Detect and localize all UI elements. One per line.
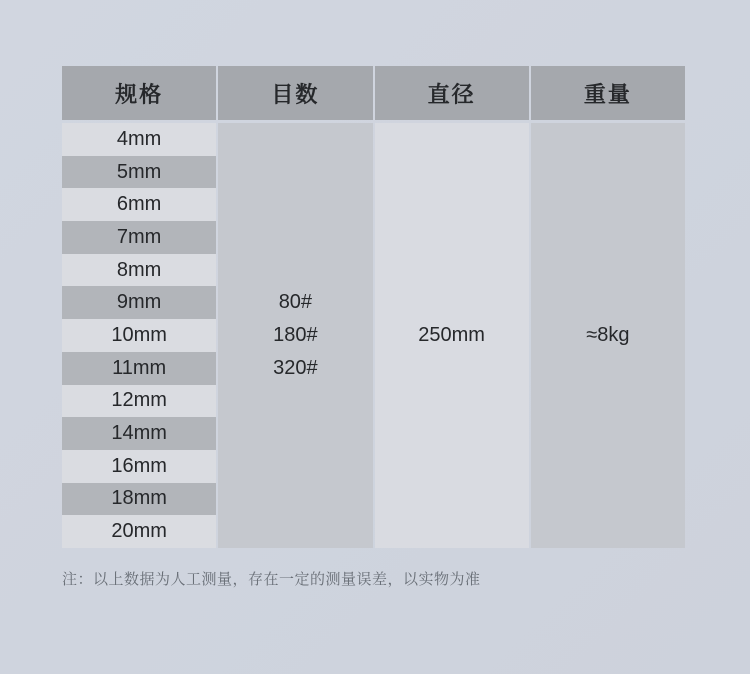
spec-cell: 8mm bbox=[62, 254, 216, 287]
mesh-column bbox=[218, 123, 372, 548]
mesh-value: 320# bbox=[273, 356, 318, 379]
spec-cell: 5mm bbox=[62, 156, 216, 189]
spec-cell: 7mm bbox=[62, 221, 216, 254]
spec-cell: 18mm bbox=[62, 483, 216, 516]
header-weight: 重量 bbox=[531, 66, 685, 120]
diameter-column bbox=[375, 123, 529, 548]
spec-cell: 4mm bbox=[62, 123, 216, 156]
spec-cell: 9mm bbox=[62, 286, 216, 319]
mesh-value: 180# bbox=[273, 324, 318, 347]
weight-value-cell: ≈8kg bbox=[586, 324, 630, 346]
header-mesh: 目数 bbox=[218, 66, 372, 120]
table-body bbox=[62, 123, 685, 548]
specification-table bbox=[62, 66, 685, 548]
spec-cell: 14mm bbox=[62, 417, 216, 450]
measurement-disclaimer-note: 注：以上数据为人工测量，存在一定的测量误差，以实物为准 bbox=[62, 571, 481, 588]
header-diameter: 直径 bbox=[375, 66, 529, 120]
spec-cell: 11mm bbox=[62, 352, 216, 385]
spec-cell: 16mm bbox=[62, 450, 216, 483]
spec-cell: 12mm bbox=[62, 385, 216, 418]
weight-column bbox=[531, 123, 685, 548]
spec-cell: 20mm bbox=[62, 515, 216, 548]
header-spec: 规格 bbox=[62, 66, 216, 120]
spec-column bbox=[62, 123, 216, 548]
mesh-value: 80# bbox=[278, 291, 313, 314]
diameter-value-cell: 250mm bbox=[418, 324, 485, 346]
table-header-row bbox=[62, 66, 685, 120]
spec-cell: 6mm bbox=[62, 188, 216, 221]
spec-cell: 10mm bbox=[62, 319, 216, 352]
mesh-values-cell bbox=[218, 123, 372, 548]
